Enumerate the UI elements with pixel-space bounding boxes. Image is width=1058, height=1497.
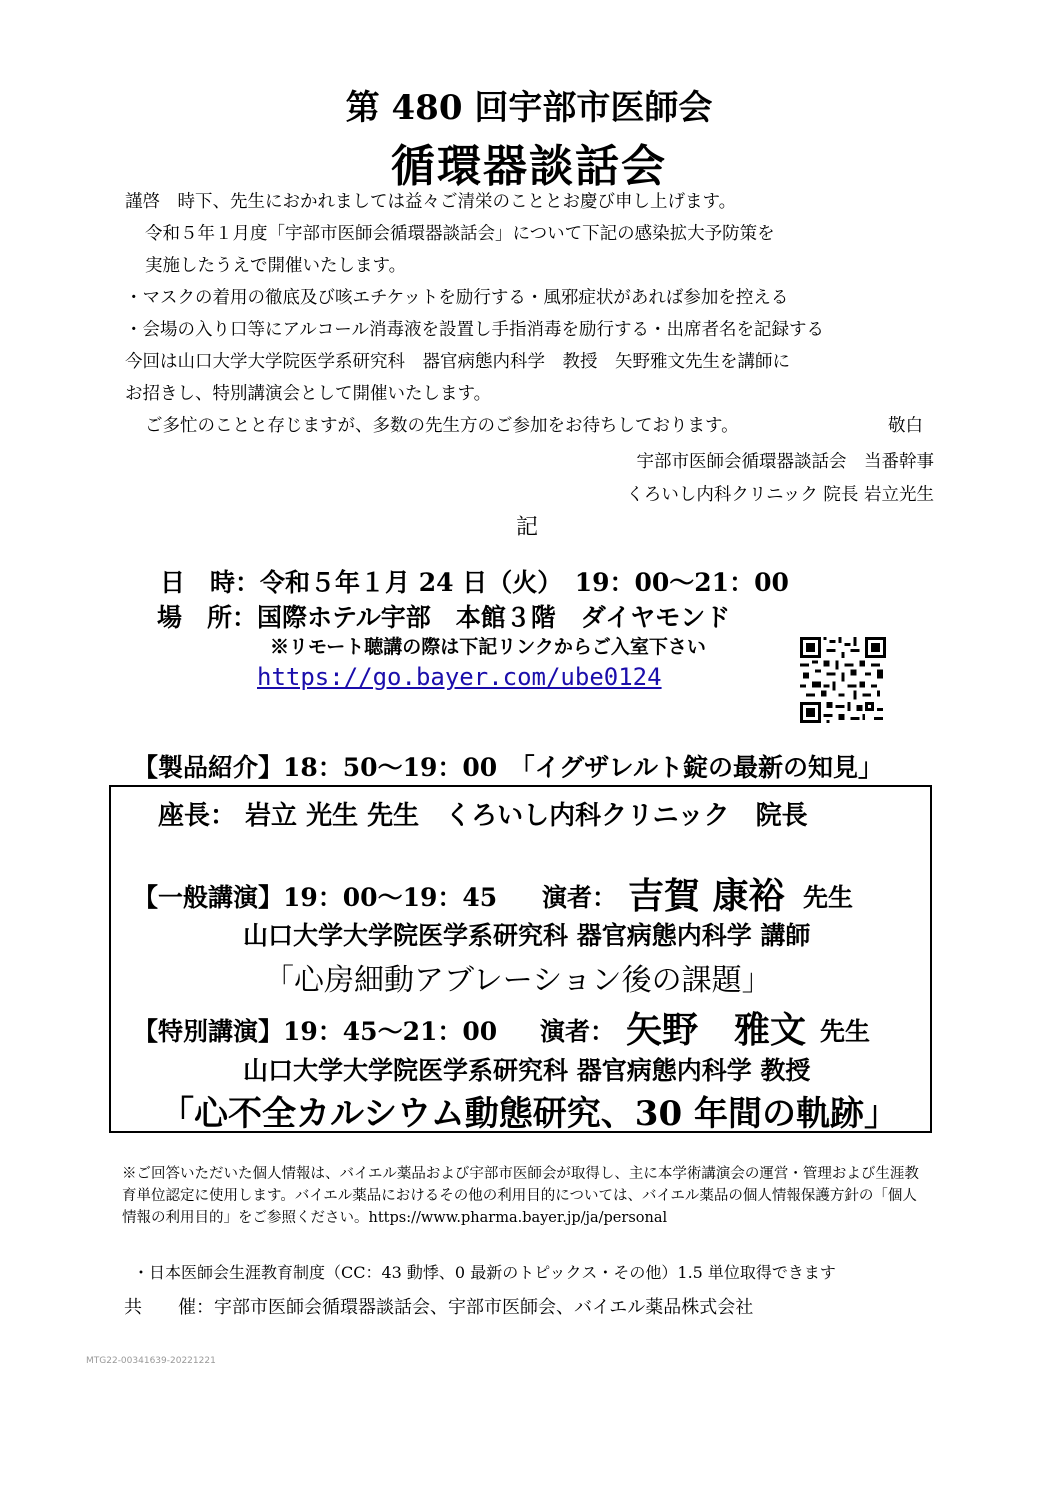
product-intro: 【製品紹介】18：50～19：00 「イグザレルト錠の最新の知見」 <box>133 753 884 782</box>
general-lecture-title: 「心房細動アブレーション後の課題」 <box>264 963 772 998</box>
event-place: 場 所：国際ホテル宇部 本館３階 ダイヤモンド <box>157 603 731 632</box>
intro-line: 令和５年１月度「宇部市医師会循環器談話会」について下記の感染拡大予防策を <box>145 224 775 244</box>
special-speaker-name: 矢野 雅文 <box>626 1009 807 1051</box>
special-lecture-title: 「心不全カルシウム動態研究、30 年間の軌跡」 <box>160 1094 898 1134</box>
general-speaker-honorific: 先生 <box>803 883 854 912</box>
special-speaker-prefix: 演者： <box>540 1017 616 1046</box>
special-speaker-honorific: 先生 <box>820 1017 871 1046</box>
qr-code-icon <box>800 637 886 723</box>
intro-line: ご多忙のことと存じますが、多数の先生方のご参加をお待ちしております。 <box>145 416 739 436</box>
organizer-line-1: 宇部市医師会循環器談話会 当番幹事 <box>636 452 934 472</box>
intro-line: 謹啓 時下、先生におかれましては益々ご清栄のこととお慶び申し上げます。 <box>125 192 737 212</box>
chair-line: 座長： 岩立 光生 先生 くろいし内科クリニック 院長 <box>158 801 808 831</box>
ki-label: 記 <box>516 515 539 540</box>
organizer-line-2: くろいし内科クリニック 院長 岩立光生 <box>626 485 934 505</box>
title-line-1: 第 480 回宇部市医師会 <box>345 88 713 128</box>
special-speaker-affiliation: 山口大学大学院医学系研究科 器官病態内科学 教授 <box>243 1056 811 1085</box>
general-speaker-name: 吉賀 康裕 <box>628 875 785 917</box>
privacy-notice: ※ご回答いただいた個人情報は、バイエル薬品および宇部市医師会が取得し、主に本学術講演会の運営・管理および生涯教育単位認定に使用します。バイエル薬品におけるその他の利用目的については、バイエル薬品の個人情報保護方針の「個人情報の利用目的」をご参照ください。https://www.pharma.bayer.jp/ja/personal <box>122 1166 919 1226</box>
closing-word: 敬白 <box>888 416 923 436</box>
remote-note: ※リモート聴講の際は下記リンクからご入室下さい <box>270 636 706 658</box>
intro-line: 今回は山口大学大学院医学系研究科 器官病態内科学 教授 矢野雅文先生を講師に <box>125 352 790 372</box>
sponsor-line: 共 催：宇部市医師会循環器談話会、宇部市医師会、バイエル薬品株式会社 <box>124 1297 754 1318</box>
general-speaker-affiliation: 山口大学大学院医学系研究科 器官病態内科学 講師 <box>243 921 811 950</box>
intro-line: お招きし、特別講演会として開催いたします。 <box>125 384 492 404</box>
intro-line: ・会場の入り口等にアルコール消毒液を設置し手指消毒を励行する・出席者名を記録する <box>125 320 824 340</box>
general-lecture-label: 【一般講演】19：00～19：45 <box>133 883 498 912</box>
credit-note: ・日本医師会生涯教育制度（CC：43 動悸、0 最新のトピックス・その他）1.5 単位取得できます <box>133 1263 836 1282</box>
intro-line: ・マスクの着用の徹底及び咳エチケットを励行する・風邪症状があれば参加を控える <box>125 288 789 308</box>
general-speaker-prefix: 演者： <box>542 883 618 912</box>
title-line-2: 循環器談話会 <box>391 141 667 192</box>
document-code: MTG22-00341639-20221221 <box>86 1356 216 1366</box>
event-date: 日 時：令和５年１月 24 日（火） 19：00～21：00 <box>160 568 789 597</box>
remote-link[interactable]: https://go.bayer.com/ube0124 <box>257 663 662 691</box>
special-lecture-label: 【特別講演】19：45～21：00 <box>133 1017 498 1046</box>
intro-line: 実施したうえで開催いたします。 <box>145 256 407 276</box>
